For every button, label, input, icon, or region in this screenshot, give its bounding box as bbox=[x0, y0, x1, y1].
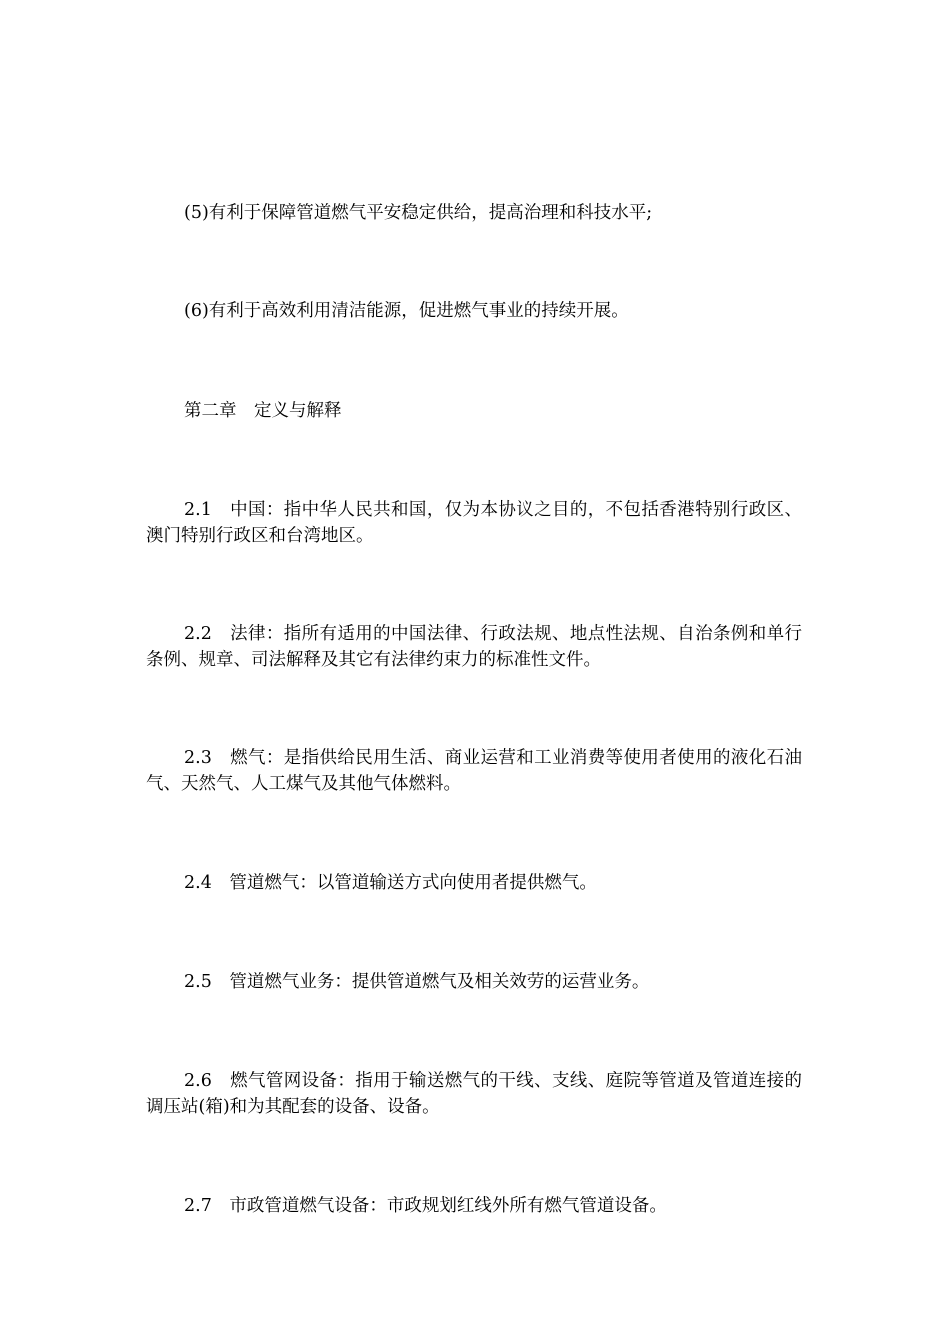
definition-2-6: 2.6 燃气管网设备：指用于输送燃气的干线、支线、庭院等管道及管道连接的调压站(箱)和为其配套的设备、设备。 bbox=[146, 1071, 802, 1117]
definition-2-2: 2.2 法律：指所有适用的中国法律、行政法规、地点性法规、自治条例和单行条例、规章、司法解释及其它有法律约束力的标准性文件。 bbox=[146, 624, 802, 670]
definition-2-7: 2.7 市政管道燃气设备：市政规划红线外所有燃气管道设备。 bbox=[184, 1196, 667, 1216]
paragraph-item-5: (5)有利于保障管道燃气平安稳定供给，提高治理和科技水平; bbox=[184, 203, 653, 223]
definition-2-4: 2.4 管道燃气：以管道输送方式向使用者提供燃气。 bbox=[184, 873, 597, 893]
definition-2-5: 2.5 管道燃气业务：提供管道燃气及相关效劳的运营业务。 bbox=[184, 972, 650, 992]
definition-2-1: 2.1 中国：指中华人民共和国，仅为本协议之目的，不包括香港特别行政区、澳门特别行政区和台湾地区。 bbox=[146, 500, 802, 546]
chapter-heading: 第二章 定义与解释 bbox=[184, 401, 342, 421]
definition-2-3: 2.3 燃气：是指供给民用生活、商业运营和工业消费等使用者使用的液化石油气、天然气、人工煤气及其他气体燃料。 bbox=[146, 748, 802, 794]
paragraph-item-6: (6)有利于高效利用清洁能源，促进燃气事业的持续开展。 bbox=[184, 301, 629, 321]
